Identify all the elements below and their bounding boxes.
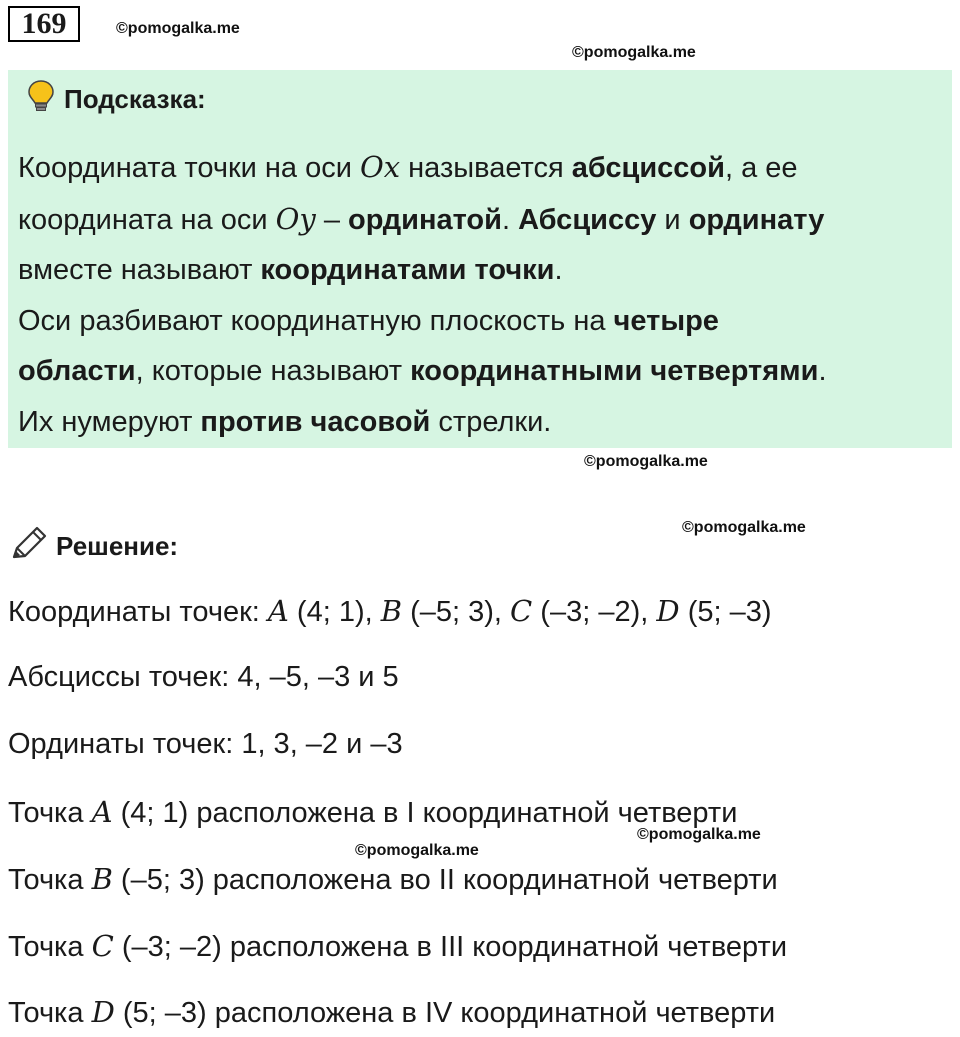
quadrant-line: Точка A (4; 1) расположена в I координатной четверти: [8, 795, 738, 829]
pencil-icon: [10, 525, 48, 568]
ordinates-line: Ординаты точек: 1, 3, –2 и –3: [8, 728, 403, 760]
abscissas-line: Абсциссы точек: 4, –5, –3 и 5: [8, 661, 399, 693]
coordinates-line: Координаты точек: A (4; 1), B (–5; 3), C (–3; –2), D (5; –3): [8, 594, 772, 628]
axis-ox: Ox: [359, 150, 401, 184]
watermark: ©pomogalka.me: [682, 519, 806, 536]
axis-oy: Oy: [275, 201, 316, 236]
quadrant-line: Точка D (5; –3) расположена в IV координатной четверти: [8, 995, 776, 1029]
lightbulb-icon: [26, 79, 56, 120]
hint-box: [8, 70, 952, 448]
watermark: ©pomogalka.me: [637, 826, 761, 843]
hint-title: Подсказка:: [64, 83, 206, 114]
solution-title: Решение:: [56, 530, 179, 561]
task-number: 169: [8, 6, 80, 42]
quadrant-line: Точка C (–3; –2) расположена в III координатной четверти: [8, 929, 788, 963]
quadrant-line: Точка B (–5; 3) расположена во II координатной четверти: [8, 862, 778, 896]
watermark: ©pomogalka.me: [116, 20, 240, 37]
solution-header: [10, 528, 178, 564]
watermark: ©pomogalka.me: [584, 453, 708, 470]
watermark: ©pomogalka.me: [572, 44, 696, 61]
hint-text: Координата точки на оси Ox называется абсциссой, а ее координата на оси Oy – ординатой. Абсциссу и ординату вместе называют координатами точки. Оси разбивают координатную плоскость на четыре области, которые называют координатными четвертями. Их нумеруют против часовой стрелки.: [18, 150, 827, 438]
hint-header: [26, 82, 206, 116]
watermark: ©pomogalka.me: [355, 842, 479, 859]
